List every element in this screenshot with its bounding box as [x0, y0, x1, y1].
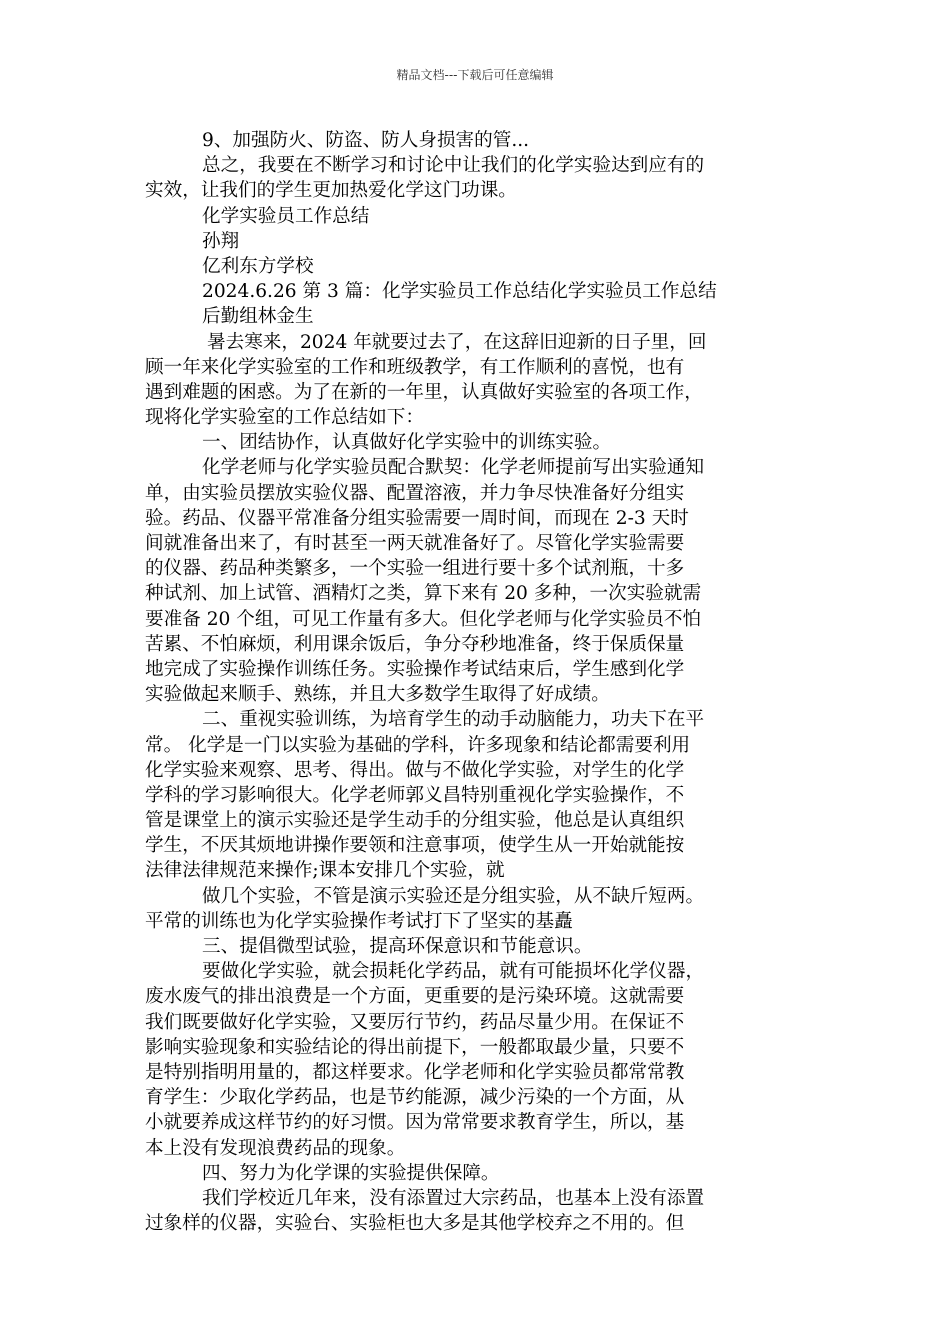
text-line: 验。药品、仪器平常准备分组实验需要一周时间，而现在 2-3 天时: [145, 507, 689, 529]
text-line: 暑去寒来，2024 年就要过去了，在这辞旧迎新的日子里，回: [207, 331, 707, 353]
text-line: 学生，不厌其烦地讲操作要领和注意事项，使学生从一开始就能按: [145, 835, 685, 857]
text-line: 育学生：少取化学药品，也是节约能源，减少污染的一个方面，从: [145, 1087, 685, 1109]
text-line: 后勤组林金生: [202, 306, 314, 328]
text-line: 我们既要做好化学实验，又要厉行节约，药品尽量少用。在保证不: [145, 1011, 685, 1033]
text-line: 现将化学实验室的工作总结如下：: [145, 407, 424, 429]
text-line: 废水废气的排出浪费是一个方面，更重要的是污染环境。这就需要: [145, 986, 685, 1008]
text-line: 总之，我要在不断学习和讨论中让我们的化学实验达到应有的: [202, 155, 705, 177]
text-line: 实验做起来顺手、熟练，并且大多数学生取得了好成绩。: [145, 684, 610, 706]
text-line: 9、加强防火、防盗、防人身损害的管...: [202, 130, 530, 151]
text-line: 化学老师与化学实验员配合默契：化学老师提前写出实验通知: [202, 457, 705, 479]
text-line: 要做化学实验，就会损耗化学药品，就有可能损坏化学仪器，: [202, 961, 705, 983]
text-line: 间就准备出来了，有时甚至一两天就准备好了。尽管化学实验需要: [145, 533, 685, 554]
text-line: 遇到难题的困惑。为了在新的一年里，认真做好实验室的各项工作，: [145, 381, 703, 403]
text-line: 三、提倡微型试验，提高环保意识和节能意识。: [202, 936, 593, 957]
text-line: 化学实验员工作总结: [202, 205, 370, 227]
document-body: [145, 128, 810, 1236]
text-line: 常。 化学是一门以实验为基础的学科，许多现象和结论都需要利用: [145, 734, 691, 756]
text-line: 我们学校近几年来，没有添置过大宗药品，也基本上没有添置: [202, 1187, 705, 1209]
text-line: 平常的训练也为化学实验操作考试打下了坚实的基矗: [145, 910, 573, 932]
text-line: 要准备 20 个组，可见工作量有多大。但化学老师与化学实验员不怕: [145, 608, 702, 630]
text-line: 四、努力为化学课的实验提供保障。: [202, 1162, 500, 1184]
text-line: 种试剂、加上试管、酒精灯之类，算下来有 20 多种，一次实验就需: [145, 583, 702, 605]
text-line: 2024.6.26 第 3 篇：化学实验员工作总结化学实验员工作总结: [202, 281, 717, 303]
page-header: 精品文档---下载后可任意编辑: [396, 68, 554, 82]
text-line: 是特别指明用量的，都这样要求。化学老师和化学实验员都常常教: [145, 1061, 685, 1083]
text-line: 本上没有发现浪费药品的现象。: [145, 1137, 406, 1159]
text-line: 过象样的仪器，实验台、实验柜也大多是其他学校弃之不用的。但: [145, 1213, 685, 1235]
text-line: 法律法律规范来操作;课本安排几个实验，就: [145, 860, 505, 882]
text-line: 亿利东方学校: [202, 255, 314, 277]
text-line: 化学实验来观察、思考、得出。做与不做化学实验，对学生的化学: [145, 759, 685, 781]
text-line: 二、重视实验训练，为培育学生的动手动脑能力，功夫下在平: [202, 709, 705, 731]
text-line: 孙翔: [202, 230, 240, 252]
text-line: 顾一年来化学实验室的工作和班级教学，有工作顺利的喜悦，也有: [145, 356, 685, 378]
text-line: 的仪器、药品种类繁多，一个实验一组进行要十多个试剂瓶，十多: [145, 558, 685, 580]
text-line: 小就要养成这样节约的好习惯。因为常常要求教育学生，所以，基: [145, 1112, 685, 1134]
text-line: 地完成了实验操作训练任务。实验操作考试结束后，学生感到化学: [145, 658, 685, 680]
text-line: 单，由实验员摆放实验仪器、配置溶液，并力争尽快准备好分组实: [145, 482, 685, 504]
text-line: 做几个实验，不管是演示实验还是分组实验，从不缺斤短两。: [202, 885, 705, 907]
text-line: 实效，让我们的学生更加热爱化学这门功课。: [145, 180, 517, 202]
text-line: 影响实验现象和实验结论的得出前提下，一般都取最少量，只要不: [145, 1036, 685, 1058]
text-line: 苦累、不怕麻烦，利用课余饭后，争分夺秒地准备，终于保质保量: [145, 633, 685, 655]
text-line: 学科的学习影响很大。化学老师郭义昌特别重视化学实验操作，不: [145, 784, 685, 806]
text-line: 一、团结协作，认真做好化学实验中的训练实验。: [202, 432, 612, 454]
text-line: 管是课堂上的演示实验还是学生动手的分组实验，他总是认真组织: [145, 810, 685, 832]
